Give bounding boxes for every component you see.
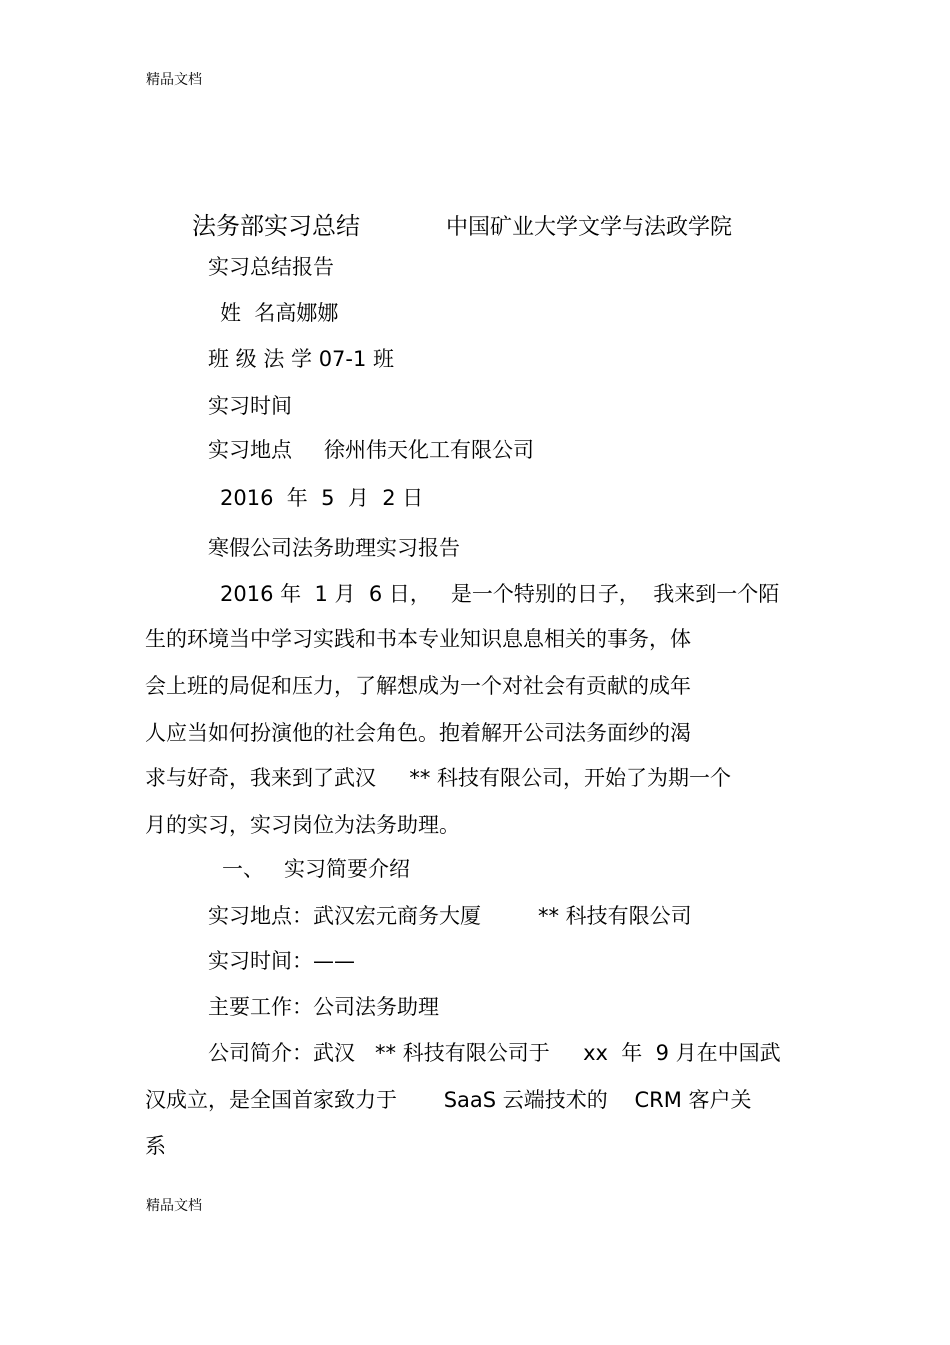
paragraph-line: 汉成立，是全国首家致力于 SaaS 云端技术的 CRM 客户关 xyxy=(145,1088,752,1112)
paragraph-line: 人应当如何扮演他的社会角色。抱着解开公司法务面纱的渴 xyxy=(145,721,691,745)
paragraph-line: 公司简介：武汉 ** 科技有限公司于 xx 年 9 月在中国武 xyxy=(208,1041,781,1065)
section-heading: 一、 实习简要介绍 xyxy=(222,857,411,881)
internship-place-value: 徐州伟天化工有限公司 xyxy=(324,438,534,462)
paragraph-line: 2016 年 1 月 6 日， 是一个特别的日子， 我来到一个陌 xyxy=(220,582,780,606)
paragraph-line: 月的实习，实习岗位为法务助理。 xyxy=(145,813,460,837)
internship-time-line: 实习时间 xyxy=(208,394,292,418)
main-work-line: 主要工作：公司法务助理 xyxy=(208,995,439,1019)
intern-place-line: 实习地点：武汉宏元商务大厦 xyxy=(208,904,481,928)
school-name: 中国矿业大学文学与法政学院 xyxy=(446,215,733,240)
report-date: 2016 年 5 月 2 日 xyxy=(220,486,424,510)
paragraph-line: 生的环境当中学习实践和书本专业知识息息相关的事务，体 xyxy=(145,627,691,651)
paragraph-line: 系 xyxy=(145,1134,166,1158)
intern-time-line: 实习时间：—— xyxy=(208,949,355,973)
student-name-line: 姓 名高娜娜 xyxy=(220,301,339,325)
page-header: 精品文档 xyxy=(146,72,202,88)
paragraph-line: 求与好奇，我来到了武汉 ** 科技有限公司，开始了为期一个 xyxy=(145,766,732,790)
report-type: 实习总结报告 xyxy=(208,255,334,279)
page-footer: 精品文档 xyxy=(146,1198,202,1214)
internship-place-label: 实习地点 xyxy=(208,438,292,462)
report-subtitle: 寒假公司法务助理实习报告 xyxy=(208,536,460,560)
intern-place-company: ** 科技有限公司 xyxy=(538,904,692,928)
paragraph-line: 会上班的局促和压力，了解想成为一个对社会有贡献的成年 xyxy=(145,674,691,698)
class-line: 班 级 法 学 07-1 班 xyxy=(208,347,395,371)
document-title: 法务部实习总结 xyxy=(192,212,360,240)
